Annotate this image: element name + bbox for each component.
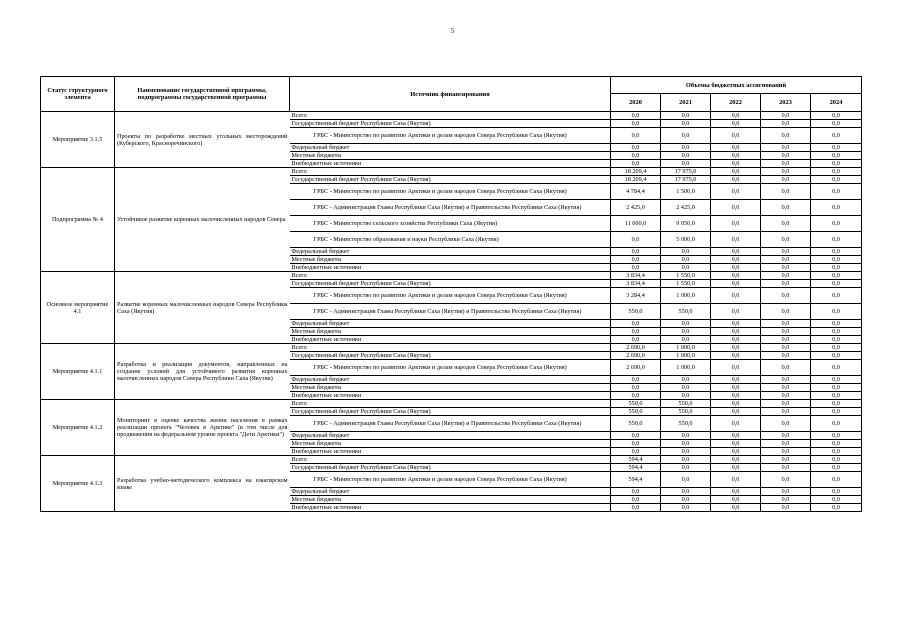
value-cell: 0,0: [811, 448, 862, 456]
value-cell: 0,0: [611, 120, 661, 128]
value-cell: 0,0: [811, 144, 862, 152]
program-name-cell: Мониторинг в оценке качества жизни населения в рамках реализации проекта "Человек в Арктике" (в том числе для продвижения на федеральном уровне проекта "Дети Арктики"): [115, 400, 290, 456]
value-cell: 0,0: [761, 360, 811, 376]
value-cell: 0,0: [711, 352, 761, 360]
value-cell: 0,0: [761, 328, 811, 336]
value-cell: 0,0: [711, 408, 761, 416]
value-cell: 0,0: [661, 496, 711, 504]
value-cell: 17 975,0: [661, 176, 711, 184]
value-cell: 0,0: [811, 384, 862, 392]
source-cell: ГРБС - Министерство по развитию Арктики и делам народов Севера Республики Саха (Якутия): [290, 184, 611, 200]
source-cell: Внебюджетные источники: [290, 264, 611, 272]
value-cell: 0,0: [711, 384, 761, 392]
value-cell: 0,0: [811, 280, 862, 288]
value-cell: 0,0: [811, 168, 862, 176]
value-cell: 0,0: [811, 472, 862, 488]
source-cell: Федеральный бюджет: [290, 376, 611, 384]
value-cell: 0,0: [811, 440, 862, 448]
program-name-cell: Разработка учебно-методического комплекса на юкагирском языке: [115, 456, 290, 512]
source-cell: Внебюджетные источники: [290, 504, 611, 512]
value-cell: 0,0: [811, 328, 862, 336]
header-year: 2023: [761, 94, 811, 112]
source-cell: Внебюджетные источники: [290, 336, 611, 344]
header-source: Источник финансирования: [290, 77, 611, 112]
budget-table: [40, 76, 862, 512]
value-cell: 0,0: [661, 144, 711, 152]
value-cell: 0,0: [661, 440, 711, 448]
source-cell: ГРБС - Администрация Главы Республики Саха (Якутия) и Правительства Республики Саха (Якутия): [290, 200, 611, 216]
header-volumes: Объемы бюджетных ассигнований: [611, 77, 862, 94]
value-cell: 0,0: [761, 264, 811, 272]
value-cell: 0,0: [611, 256, 661, 264]
value-cell: 0,0: [761, 160, 811, 168]
program-name-cell: Устойчивое развитие коренных малочисленных народов Севера: [115, 168, 290, 272]
value-cell: 0,0: [711, 504, 761, 512]
value-cell: 0,0: [811, 272, 862, 280]
value-cell: 0,0: [761, 496, 811, 504]
source-cell: ГРБС - Министерство по развитию Арктики и делам народов Севера Республики Саха (Якутия): [290, 128, 611, 144]
source-cell: Всего: [290, 168, 611, 176]
value-cell: 0,0: [761, 416, 811, 432]
value-cell: 0,0: [661, 128, 711, 144]
value-cell: 0,0: [661, 464, 711, 472]
source-cell: Местные бюджеты: [290, 384, 611, 392]
value-cell: 0,0: [811, 152, 862, 160]
value-cell: 0,0: [711, 304, 761, 320]
value-cell: 0,0: [711, 320, 761, 328]
value-cell: 4 784,4: [611, 184, 661, 200]
value-cell: 3 834,4: [611, 280, 661, 288]
value-cell: 0,0: [761, 144, 811, 152]
value-cell: 0,0: [711, 216, 761, 232]
value-cell: 0,0: [611, 152, 661, 160]
value-cell: 0,0: [761, 432, 811, 440]
value-cell: 594,4: [611, 464, 661, 472]
value-cell: 0,0: [661, 448, 711, 456]
value-cell: 0,0: [761, 320, 811, 328]
source-cell: Всего: [290, 456, 611, 464]
header-name: Наименование государственной программы, подпрограммы государственной программы: [115, 77, 290, 112]
table-row: [41, 112, 862, 120]
source-cell: Федеральный бюджет: [290, 488, 611, 496]
value-cell: 0,0: [811, 392, 862, 400]
source-cell: Федеральный бюджет: [290, 144, 611, 152]
value-cell: 0,0: [761, 272, 811, 280]
value-cell: 0,0: [761, 120, 811, 128]
value-cell: 0,0: [761, 384, 811, 392]
value-cell: 0,0: [811, 416, 862, 432]
value-cell: 0,0: [661, 504, 711, 512]
value-cell: 550,0: [661, 400, 711, 408]
value-cell: 0,0: [661, 472, 711, 488]
value-cell: 0,0: [661, 432, 711, 440]
table-row: [41, 400, 862, 408]
value-cell: 0,0: [811, 400, 862, 408]
value-cell: 0,0: [761, 440, 811, 448]
value-cell: 0,0: [761, 168, 811, 176]
value-cell: 18 209,4: [611, 176, 661, 184]
source-cell: Всего: [290, 112, 611, 120]
value-cell: 0,0: [811, 336, 862, 344]
value-cell: 0,0: [711, 328, 761, 336]
value-cell: 0,0: [711, 416, 761, 432]
value-cell: 0,0: [711, 392, 761, 400]
value-cell: 9 050,0: [661, 216, 711, 232]
value-cell: 0,0: [661, 120, 711, 128]
page-number: 5: [450, 27, 455, 35]
value-cell: 0,0: [711, 344, 761, 352]
value-cell: 550,0: [661, 416, 711, 432]
source-cell: ГРБС - Министерство по развитию Арктики и делам народов Севера Республики Саха (Якутия): [290, 472, 611, 488]
value-cell: 0,0: [811, 160, 862, 168]
source-cell: Государственный бюджет Республики Саха (Якутия): [290, 408, 611, 416]
value-cell: 550,0: [611, 408, 661, 416]
value-cell: 5 000,0: [661, 232, 711, 248]
value-cell: 0,0: [661, 456, 711, 464]
value-cell: 11 000,0: [611, 216, 661, 232]
value-cell: 0,0: [711, 376, 761, 384]
value-cell: 0,0: [711, 120, 761, 128]
value-cell: 0,0: [761, 392, 811, 400]
table-row: [41, 272, 862, 280]
value-cell: 550,0: [661, 304, 711, 320]
value-cell: 1 000,0: [661, 360, 711, 376]
value-cell: 0,0: [811, 304, 862, 320]
value-cell: 0,0: [761, 128, 811, 144]
value-cell: 0,0: [611, 320, 661, 328]
value-cell: 0,0: [661, 264, 711, 272]
value-cell: 550,0: [611, 416, 661, 432]
value-cell: 594,4: [611, 472, 661, 488]
source-cell: Местные бюджеты: [290, 152, 611, 160]
value-cell: 0,0: [711, 400, 761, 408]
value-cell: 0,0: [811, 504, 862, 512]
source-cell: Всего: [290, 344, 611, 352]
value-cell: 0,0: [611, 144, 661, 152]
value-cell: 0,0: [761, 232, 811, 248]
value-cell: 0,0: [761, 304, 811, 320]
value-cell: 0,0: [611, 488, 661, 496]
value-cell: 0,0: [811, 496, 862, 504]
value-cell: 0,0: [761, 376, 811, 384]
value-cell: 0,0: [811, 360, 862, 376]
value-cell: 0,0: [611, 336, 661, 344]
value-cell: 0,0: [661, 160, 711, 168]
table-row: [41, 344, 862, 352]
value-cell: 0,0: [711, 472, 761, 488]
table-row: [41, 456, 862, 464]
value-cell: 0,0: [761, 216, 811, 232]
value-cell: 0,0: [711, 144, 761, 152]
source-cell: Государственный бюджет Республики Саха (Якутия): [290, 280, 611, 288]
value-cell: 0,0: [761, 336, 811, 344]
value-cell: 18 209,4: [611, 168, 661, 176]
table-header: [41, 77, 862, 112]
value-cell: 0,0: [761, 184, 811, 200]
value-cell: 1 000,0: [661, 352, 711, 360]
status-cell: Мероприятие 3.1.5: [41, 112, 115, 168]
value-cell: 0,0: [811, 344, 862, 352]
value-cell: 2 425,0: [611, 200, 661, 216]
source-cell: Федеральный бюджет: [290, 248, 611, 256]
source-cell: ГРБС - Министерство образования и науки Республики Саха (Якутия): [290, 232, 611, 248]
value-cell: 0,0: [811, 200, 862, 216]
table-row: [41, 168, 862, 176]
value-cell: 0,0: [711, 448, 761, 456]
value-cell: 0,0: [611, 448, 661, 456]
value-cell: 0,0: [761, 256, 811, 264]
source-cell: Государственный бюджет Республики Саха (Якутия): [290, 120, 611, 128]
value-cell: 0,0: [811, 488, 862, 496]
value-cell: 2 690,0: [611, 344, 661, 352]
value-cell: 0,0: [611, 328, 661, 336]
status-cell: Основное мероприятие 4.1: [41, 272, 115, 344]
value-cell: 0,0: [611, 112, 661, 120]
value-cell: 0,0: [611, 384, 661, 392]
value-cell: 0,0: [811, 248, 862, 256]
value-cell: 0,0: [761, 408, 811, 416]
value-cell: 0,0: [711, 176, 761, 184]
value-cell: 0,0: [811, 216, 862, 232]
value-cell: 0,0: [711, 112, 761, 120]
value-cell: 0,0: [711, 272, 761, 280]
source-cell: ГРБС - Министерство по развитию Арктики и делам народов Севера Республики Саха (Якутия): [290, 288, 611, 304]
value-cell: 0,0: [611, 264, 661, 272]
source-cell: Государственный бюджет Республики Саха (Якутия): [290, 352, 611, 360]
value-cell: 0,0: [761, 176, 811, 184]
value-cell: 0,0: [761, 488, 811, 496]
value-cell: 1 000,0: [661, 344, 711, 352]
value-cell: 0,0: [811, 408, 862, 416]
source-cell: Местные бюджеты: [290, 440, 611, 448]
value-cell: 1 550,0: [661, 272, 711, 280]
value-cell: 0,0: [811, 176, 862, 184]
value-cell: 0,0: [811, 288, 862, 304]
value-cell: 0,0: [761, 248, 811, 256]
value-cell: 0,0: [761, 200, 811, 216]
value-cell: 0,0: [611, 248, 661, 256]
value-cell: 0,0: [811, 256, 862, 264]
source-cell: ГРБС - Министерство сельского хозяйства Республики Саха (Якутия): [290, 216, 611, 232]
value-cell: 0,0: [611, 128, 661, 144]
value-cell: 0,0: [811, 184, 862, 200]
header-year: 2020: [611, 94, 661, 112]
value-cell: 0,0: [811, 120, 862, 128]
value-cell: 2 690,0: [611, 360, 661, 376]
source-cell: Федеральный бюджет: [290, 320, 611, 328]
value-cell: 0,0: [661, 488, 711, 496]
source-cell: ГРБС - Министерство по развитию Арктики и делам народов Севера Республики Саха (Якутия): [290, 360, 611, 376]
value-cell: 0,0: [711, 336, 761, 344]
source-cell: Местные бюджеты: [290, 256, 611, 264]
value-cell: 0,0: [711, 264, 761, 272]
header-year: 2021: [661, 94, 711, 112]
value-cell: 0,0: [711, 360, 761, 376]
value-cell: 0,0: [661, 152, 711, 160]
value-cell: 0,0: [711, 200, 761, 216]
status-cell: Мероприятие 4.1.1: [41, 344, 115, 400]
status-cell: Подпрограмма № 4: [41, 168, 115, 272]
status-cell: Мероприятие 4.1.3: [41, 456, 115, 512]
value-cell: 550,0: [661, 408, 711, 416]
value-cell: 0,0: [611, 496, 661, 504]
source-cell: Всего: [290, 400, 611, 408]
value-cell: 0,0: [761, 152, 811, 160]
value-cell: 0,0: [811, 376, 862, 384]
value-cell: 0,0: [811, 464, 862, 472]
value-cell: 0,0: [761, 464, 811, 472]
value-cell: 0,0: [811, 232, 862, 248]
source-cell: Всего: [290, 272, 611, 280]
value-cell: 3 284,4: [611, 288, 661, 304]
source-cell: Федеральный бюджет: [290, 432, 611, 440]
value-cell: 0,0: [611, 392, 661, 400]
value-cell: 17 975,0: [661, 168, 711, 176]
value-cell: 550,0: [611, 304, 661, 320]
value-cell: 0,0: [761, 344, 811, 352]
value-cell: 0,0: [811, 264, 862, 272]
value-cell: 0,0: [711, 288, 761, 304]
value-cell: 0,0: [661, 248, 711, 256]
status-cell: Мероприятие 4.1.2: [41, 400, 115, 456]
value-cell: 0,0: [761, 448, 811, 456]
value-cell: 0,0: [711, 496, 761, 504]
value-cell: 0,0: [761, 456, 811, 464]
value-cell: 0,0: [611, 504, 661, 512]
value-cell: 2 690,0: [611, 352, 661, 360]
value-cell: 0,0: [661, 392, 711, 400]
value-cell: 1 000,0: [661, 288, 711, 304]
value-cell: 0,0: [711, 432, 761, 440]
value-cell: 0,0: [761, 400, 811, 408]
value-cell: 0,0: [711, 184, 761, 200]
value-cell: 0,0: [711, 168, 761, 176]
header-year: 2024: [811, 94, 862, 112]
value-cell: 0,0: [711, 128, 761, 144]
value-cell: 0,0: [811, 456, 862, 464]
value-cell: 550,0: [611, 400, 661, 408]
value-cell: 0,0: [811, 320, 862, 328]
value-cell: 1 550,0: [661, 280, 711, 288]
value-cell: 0,0: [661, 336, 711, 344]
value-cell: 0,0: [611, 432, 661, 440]
value-cell: 0,0: [661, 384, 711, 392]
value-cell: 0,0: [761, 112, 811, 120]
value-cell: 0,0: [711, 152, 761, 160]
source-cell: Внебюджетные источники: [290, 392, 611, 400]
source-cell: Внебюджетные источники: [290, 160, 611, 168]
value-cell: 0,0: [661, 328, 711, 336]
value-cell: 0,0: [761, 288, 811, 304]
value-cell: 0,0: [711, 280, 761, 288]
source-cell: Государственный бюджет Республики Саха (Якутия): [290, 176, 611, 184]
value-cell: 0,0: [761, 280, 811, 288]
source-cell: ГРБС - Администрация Главы Республики Саха (Якутия) и Правительства Республики Саха (Якутия): [290, 416, 611, 432]
value-cell: 0,0: [811, 432, 862, 440]
source-cell: Местные бюджеты: [290, 496, 611, 504]
value-cell: 2 425,0: [661, 200, 711, 216]
header-year: 2022: [711, 94, 761, 112]
value-cell: 0,0: [661, 112, 711, 120]
value-cell: 594,4: [611, 456, 661, 464]
value-cell: 0,0: [761, 352, 811, 360]
value-cell: 0,0: [711, 160, 761, 168]
value-cell: 0,0: [711, 232, 761, 248]
source-cell: ГРБС - Администрация Главы Республики Саха (Якутия) и Правительства Республики Саха (Якутия): [290, 304, 611, 320]
value-cell: 0,0: [611, 376, 661, 384]
value-cell: 0,0: [611, 440, 661, 448]
program-name-cell: Проекты по разработке местных угольных месторождений (Куберского, Красноречинского): [115, 112, 290, 168]
value-cell: 0,0: [711, 464, 761, 472]
value-cell: 0,0: [711, 256, 761, 264]
value-cell: 0,0: [661, 376, 711, 384]
value-cell: 0,0: [711, 488, 761, 496]
value-cell: 0,0: [611, 232, 661, 248]
value-cell: 0,0: [761, 504, 811, 512]
header-status: Статус структурного элемента: [41, 77, 115, 112]
value-cell: 0,0: [811, 112, 862, 120]
value-cell: 0,0: [711, 440, 761, 448]
value-cell: 0,0: [661, 320, 711, 328]
table-body: [41, 112, 862, 512]
value-cell: 0,0: [811, 352, 862, 360]
program-name-cell: Развитие коренных малочисленных народов Севера Республики Саха (Якутия): [115, 272, 290, 344]
value-cell: 0,0: [711, 248, 761, 256]
value-cell: 0,0: [761, 472, 811, 488]
value-cell: 0,0: [711, 456, 761, 464]
value-cell: 3 834,4: [611, 272, 661, 280]
value-cell: 1 500,0: [661, 184, 711, 200]
program-name-cell: Разработка и реализация документов, направленных на создание условий для устойчивого развития коренных малочисленных народов Севера Республики Саха (Якутия): [115, 344, 290, 400]
source-cell: Государственный бюджет Республики Саха (Якутия): [290, 464, 611, 472]
value-cell: 0,0: [661, 256, 711, 264]
source-cell: Местные бюджеты: [290, 328, 611, 336]
value-cell: 0,0: [611, 160, 661, 168]
value-cell: 0,0: [811, 128, 862, 144]
source-cell: Внебюджетные источники: [290, 448, 611, 456]
